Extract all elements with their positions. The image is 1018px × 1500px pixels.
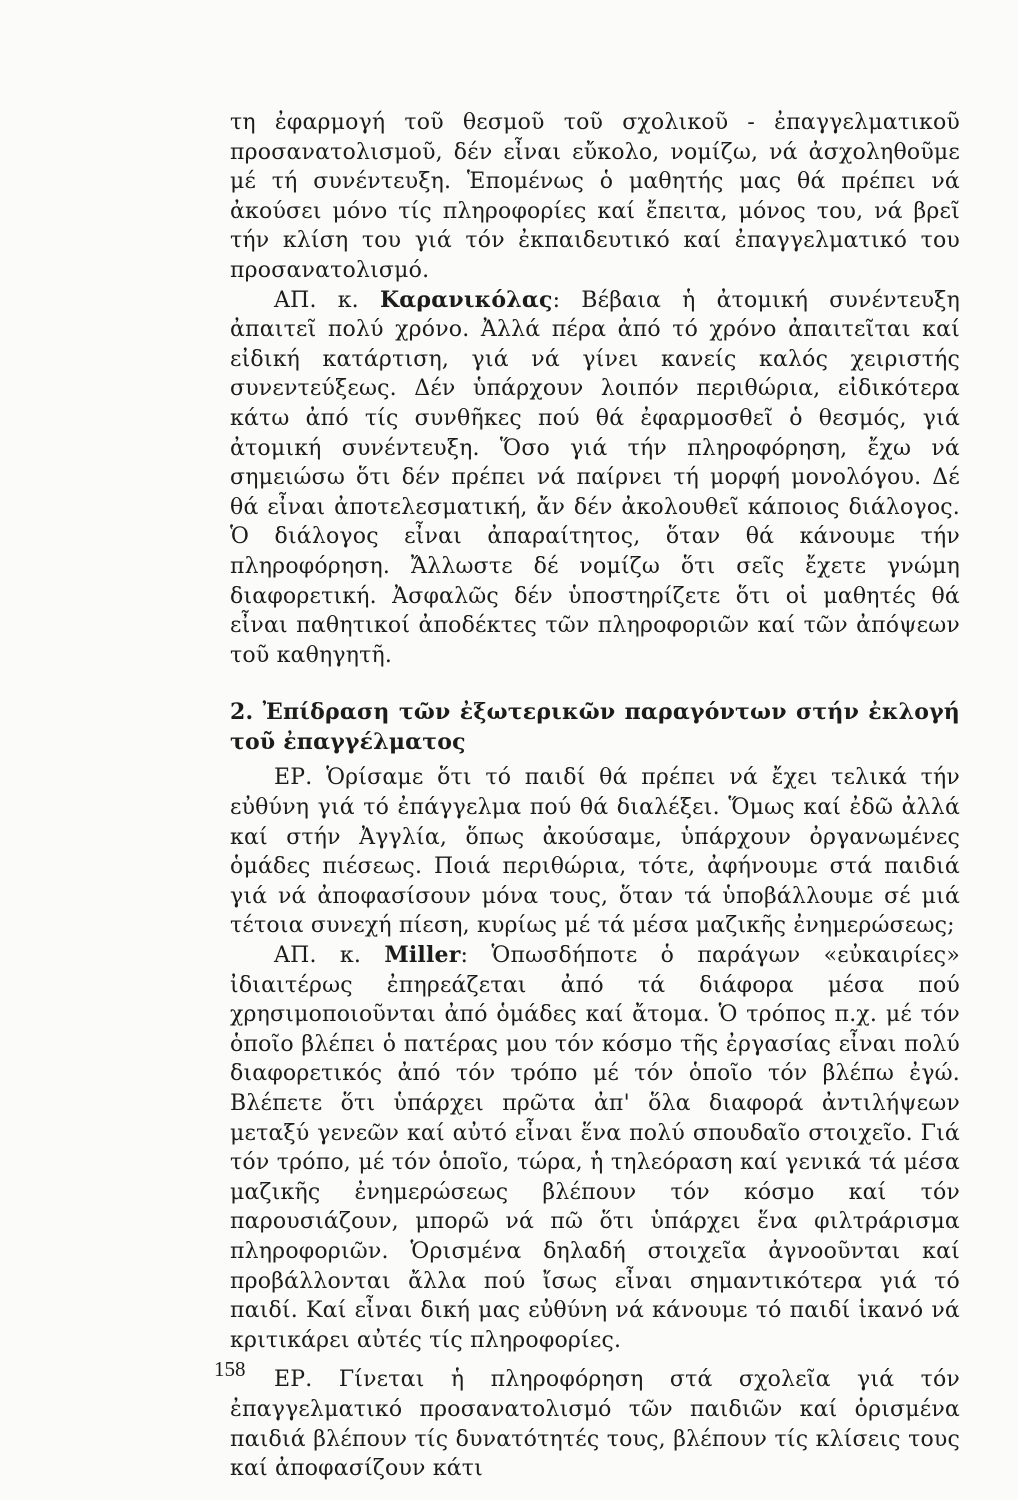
answer-paragraph bbox=[230, 286, 960, 671]
question-paragraph bbox=[230, 763, 960, 941]
question-paragraph bbox=[230, 1365, 960, 1483]
paragraph-text: : Ὁπωσδήποτε ὁ παράγων «εὐκαιρίες» ἰδιαιτέρως ἐπηρεάζεται ἀπό τά διάφορα μέσα πού χρησιμοποιοῦνται ἀπό ὁμάδες καί ἄτομα. Ὁ τρόπος π.χ. μέ τόν ὁποῖο βλέπει ὁ πατέρας μου τόν κόσμο τῆς ἐργασίας εἶναι πολύ διαφορετικός ἀπό τόν τρόπο μέ τόν ὁποῖο τόν βλέπω ἐγώ. Βλέπετε ὅτι ὑπάρχει πρῶτα ἀπ' ὅλα διαφορά ἀντιλήψεων μεταξύ γενεῶν καί αὐτό εἶναι ἕνα πολύ σπουδαῖο στοιχεῖο. Γιά τόν τρόπο, μέ τόν ὁποῖο, τώρα, ἡ τηλεόραση καί γενικά τά μέσα μαζικῆς ἐνημερώσεως βλέπουν τόν κόσμο καί τόν παρουσιάζουν, μπορῶ νά πῶ ὅτι ὑπάρχει ἕνα φιλτράρισμα πληροφοριῶν. Ὁρισμένα δηλαδή στοιχεῖα ἀγνοοῦνται καί προβάλλονται ἄλλα πού ἴσως εἶναι σημαντικότερα γιά τό παιδί. Καί εἶναι δική μας εὐθύνη νά κάνουμε τό παιδί ἱκανό νά κριτικάρει αὐτές τίς πληροφορίες. bbox=[230, 943, 960, 1353]
paragraph-text: Γίνεται ἡ πληροφόρηση στά σχολεῖα γιά τόν ἐπαγγελματικό προσανατολισμό τῶν παιδιῶν καί ὁρισμένα παιδιά βλέπουν τίς δυνατότητές τους, βλέπουν τίς κλίσεις τους καί ἀποφασίζουν κάτι bbox=[230, 1367, 960, 1482]
speaker-label: ΕΡ. bbox=[274, 1367, 339, 1393]
section-heading: 2. Ἐπίδραση τῶν ἐξωτερικῶν παραγόντων στήν ἐκλογή τοῦ ἐπαγγέλματος bbox=[230, 699, 960, 755]
paragraph-text: Ὁρίσαμε ὅτι τό παιδί θά πρέπει νά ἔχει τελικά τήν εὐθύνη γιά τό ἐπάγγελμα πού θά διαλέξει. Ὅμως καί ἐδῶ ἀλλά καί στήν Ἀγγλία, ὅπως ἀκούσαμε, ὑπάρχουν ὀργανωμένες ὁμάδες πιέσεως. Ποιά περιθώρια, τότε, ἀφήνουμε στά παιδιά γιά νά ἀποφασίσουν μόνα τους, ὅταν τά ὑποβάλλουμε σέ μιά τέτοια συνεχή πίεση, κυρίως μέ τά μέσα μαζικῆς ἐνημερώσεως; bbox=[230, 765, 960, 939]
paragraph-text: τη ἐφαρμογή τοῦ θεσμοῦ τοῦ σχολικοῦ - ἐπαγγελματικοῦ προσανατολισμοῦ, δέν εἶναι εὔκολο, νομίζω, νά ἀσχοληθοῦμε μέ τή συνέντευξη. Ἑπομένως ὁ μαθητής μας θά πρέπει νά ἀκούσει μόνο τίς πληροφορίες καί ἔπειτα, μόνος του, νά βρεῖ τήν κλίση του γιά τόν ἐκπαιδευτικό καί ἐπαγγελματικό του προσανατολισμό. bbox=[230, 110, 960, 283]
speaker-label: ΕΡ. bbox=[274, 765, 327, 791]
speaker-name: Καρανικόλας bbox=[379, 286, 553, 313]
document-page bbox=[230, 108, 960, 1484]
answer-paragraph bbox=[230, 941, 960, 1355]
speaker-name: Miller bbox=[384, 942, 461, 969]
page-number: 158 bbox=[214, 1357, 246, 1381]
paragraph-text: : Βέβαια ἡ ἀτομική συνέντευξη ἀπαιτεῖ πολύ χρόνο. Ἀλλά πέρα ἀπό τό χρόνο ἀπαιτεῖται καί εἰδική κατάρτιση, γιά νά γίνει κανείς καλός χειριστής συνεντεύξεως. Δέν ὑπάρχουν λοιπόν περιθώρια, εἰδικότερα κάτω ἀπό τίς συνθῆκες πού θά ἐφαρμοσθεῖ ὁ θεσμός, γιά ἀτομική συνέντευξη. Ὅσο γιά τήν πληροφόρηση, ἔχω νά σημειώσω ὅτι δέν πρέπει νά παίρνει τή μορφή μονολόγου. Δέ θά εἶναι ἀποτελεσματική, ἄν δέν ἀκολουθεῖ κάποιος διάλογος. Ὁ διάλογος εἶναι ἀπαραίτητος, ὅταν θά κάνουμε τήν πληροφόρηση. Ἄλλωστε δέ νομίζω ὅτι σεῖς ἔχετε γνώμη διαφορετική. Ἀσφαλῶς δέν ὑποστηρίζετε ὅτι οἱ μαθητές θά εἶναι παθητικοί ἀποδέκτες τῶν πληροφοριῶν καί τῶν ἀπόψεων τοῦ καθηγητῆ. bbox=[230, 287, 960, 668]
paragraph-continuation bbox=[230, 108, 960, 286]
speaker-label: ΑΠ. κ. bbox=[274, 287, 380, 313]
speaker-label: ΑΠ. κ. bbox=[274, 943, 385, 969]
